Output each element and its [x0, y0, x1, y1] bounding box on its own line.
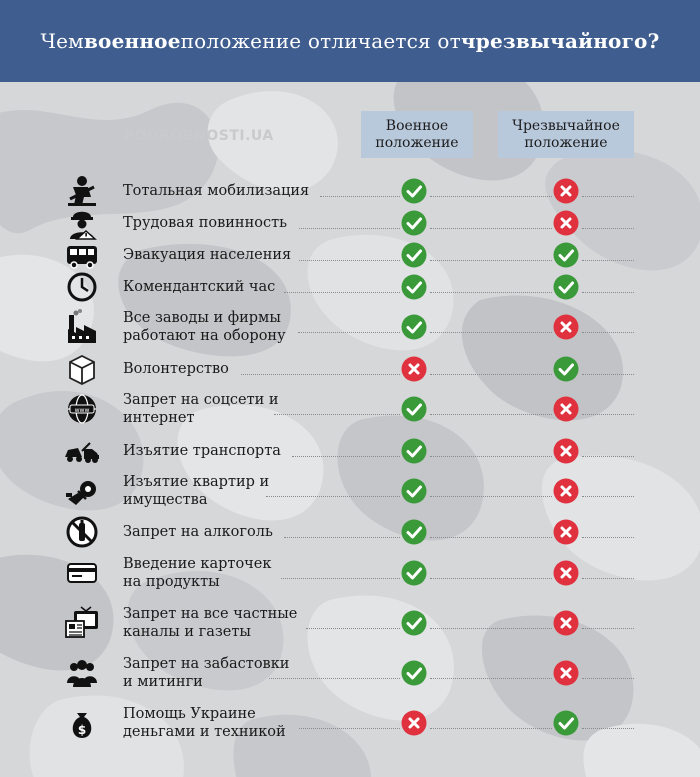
leader-dots: [430, 260, 552, 261]
cross-icon: [553, 519, 579, 545]
leader-dots: [430, 496, 552, 497]
leader-dots: [430, 578, 552, 579]
leader-dots: [292, 456, 400, 457]
leader-dots: [298, 332, 400, 333]
watermark: PODROBNOSTI.UA: [124, 128, 274, 144]
svg-text:$: $: [77, 723, 87, 737]
leader-dots: [582, 628, 634, 629]
leader-dots: [430, 628, 552, 629]
check-icon: [401, 438, 427, 464]
cross-icon: [553, 478, 579, 504]
row-label: Трудовая повинность: [123, 215, 288, 231]
row-label: Помощь Украине деньгами и техникой: [123, 706, 286, 740]
check-icon: [553, 242, 579, 268]
check-icon: [401, 610, 427, 636]
cross-icon: [553, 610, 579, 636]
leader-dots: [299, 260, 400, 261]
check-icon: [401, 396, 427, 422]
leader-dots: [430, 414, 552, 415]
leader-dots: [430, 456, 552, 457]
tv-newspaper-icon: [64, 605, 100, 641]
leader-dots: [582, 374, 634, 375]
check-icon: [401, 478, 427, 504]
leader-dots: [430, 292, 552, 293]
leader-dots: [582, 196, 634, 197]
no-alcohol-icon: [64, 514, 100, 550]
leader-dots: [430, 728, 552, 729]
cross-icon: [553, 560, 579, 586]
cross-icon: [401, 710, 427, 736]
worker-icon: [64, 205, 100, 241]
leader-dots: [582, 537, 634, 538]
column-header-emergency: Чрезвычайное положение: [498, 111, 634, 158]
check-icon: [401, 560, 427, 586]
leader-dots: [582, 578, 634, 579]
row-label: Волонтерство: [123, 361, 229, 377]
title-part-2: военное: [83, 29, 181, 53]
check-icon: [553, 710, 579, 736]
cross-icon: [553, 178, 579, 204]
leader-dots: [430, 678, 552, 679]
bus-icon: [64, 237, 100, 273]
card-icon: [64, 555, 100, 591]
row-label: Введение карточек на продукты: [123, 556, 272, 590]
check-icon: [401, 210, 427, 236]
soldier-icon: [64, 173, 100, 209]
leader-dots: [430, 537, 552, 538]
row-label: Изъятие квартир и имущества: [123, 474, 270, 508]
property-icon: [64, 473, 100, 509]
row-label: Запрет на соцсети и интернет: [123, 392, 279, 426]
row-label: Комендантский час: [123, 279, 276, 295]
leader-dots: [320, 196, 400, 197]
leader-dots: [582, 260, 634, 261]
leader-dots: [582, 496, 634, 497]
check-icon: [401, 242, 427, 268]
cross-icon: [553, 438, 579, 464]
leader-dots: [241, 374, 400, 375]
check-icon: [401, 178, 427, 204]
leader-dots: [430, 332, 552, 333]
leader-dots: [582, 332, 634, 333]
leader-dots: [582, 228, 634, 229]
factory-icon: [64, 309, 100, 345]
leader-dots: [306, 628, 400, 629]
check-icon: [401, 660, 427, 686]
title-part-3: положение отличается от: [180, 29, 461, 53]
leader-dots: [269, 678, 400, 679]
leader-dots: [582, 728, 634, 729]
check-icon: [401, 519, 427, 545]
leader-dots: [582, 678, 634, 679]
check-icon: [401, 274, 427, 300]
cross-icon: [553, 314, 579, 340]
leader-dots: [430, 228, 552, 229]
row-label: Запрет на все частные каналы и газеты: [123, 606, 298, 640]
clock-icon: [64, 269, 100, 305]
leader-dots: [430, 374, 552, 375]
leader-dots: [284, 537, 400, 538]
leader-dots: [299, 228, 400, 229]
check-icon: [401, 314, 427, 340]
cross-icon: [553, 210, 579, 236]
box-icon: [64, 351, 100, 387]
cross-icon: [401, 356, 427, 382]
leader-dots: [582, 414, 634, 415]
check-icon: [553, 274, 579, 300]
leader-dots: [582, 292, 634, 293]
svg-text:www: www: [74, 407, 90, 414]
cross-icon: [553, 660, 579, 686]
leader-dots: [299, 728, 400, 729]
row-label: Запрет на алкоголь: [123, 524, 273, 540]
row-label: Тотальная мобилизация: [123, 183, 310, 199]
leader-dots: [281, 578, 400, 579]
column-header-martial: Военное положение: [361, 111, 473, 158]
money-bag-icon: [64, 705, 100, 741]
check-icon: [553, 356, 579, 382]
title-part-4: чрезвычайного?: [460, 29, 660, 53]
leader-dots: [582, 456, 634, 457]
crowd-icon: [64, 655, 100, 691]
row-label: Изъятие транспорта: [123, 443, 281, 459]
leader-dots: [284, 292, 400, 293]
row-label: Эвакуация населения: [123, 247, 292, 263]
cross-icon: [553, 396, 579, 422]
leader-dots: [430, 196, 552, 197]
row-label: Все заводы и фирмы работают на оборону: [123, 310, 286, 344]
leader-dots: [266, 496, 400, 497]
leader-dots: [274, 414, 400, 415]
title-part-1: Чем: [40, 29, 84, 53]
tow-truck-icon: [64, 433, 100, 469]
www-icon: [64, 391, 100, 427]
row-label: Запрет на забастовки и митинги: [123, 656, 290, 690]
